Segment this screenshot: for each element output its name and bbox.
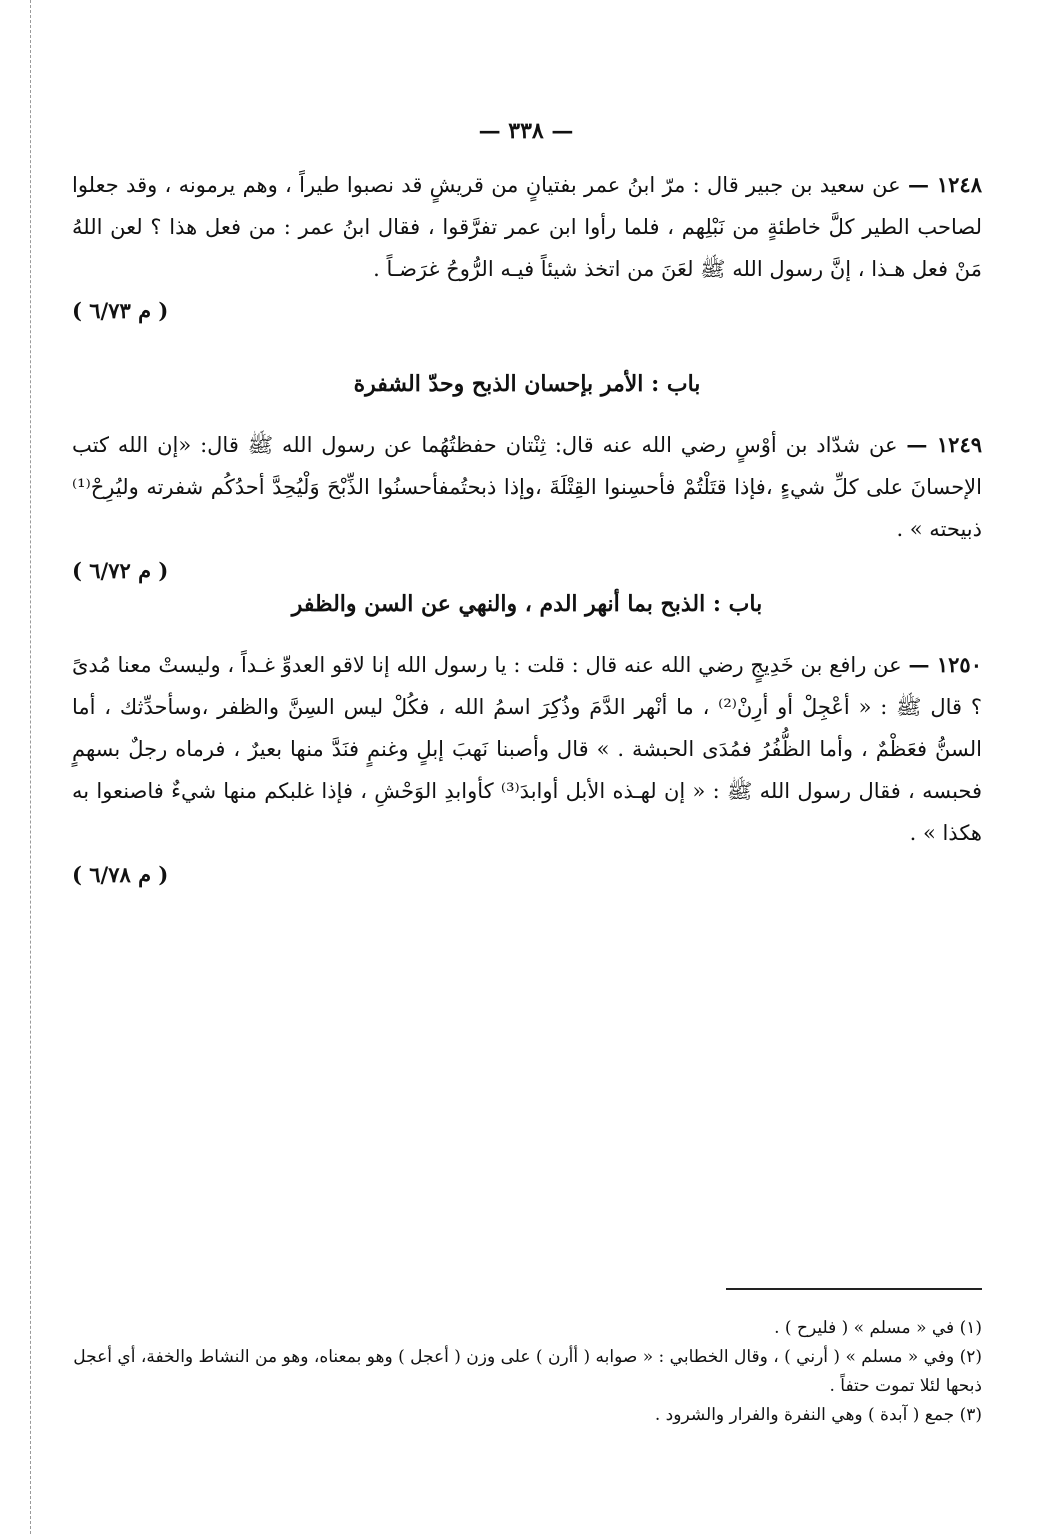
footnote-3: (٣) جمع ( آبدة ) وهي النفرة والفرار والشرود . — [654, 1405, 982, 1425]
footnote-2: (٢) وفي « مسلم » ( أرني ) ، وقال الخطابي : « صوابه ( أأرن ) على وزن ( أعجل ) وهو بمعناه، وهو من النشاط والخفة، أي أعجل ذبحها لئلا تموت حتفاً . — [73, 1347, 982, 1396]
hadith-number: ١٢٥٠ — — [908, 652, 982, 677]
hadith-number: ١٢٤٩ — — [906, 432, 983, 457]
hadith-1248 — [72, 164, 982, 332]
hadith-text: عن شدّاد بن أوْسٍ رضي الله عنه قال: ثِنْتان حفظتُهُما عن رسول الله ﷺ قال: «إن الله كتب الإحسانَ على كلِّ شيءٍ ،فإذا قتَلْتُمْ فأحسِنوا القِتْلَةَ ،وإذا ذبحتُمفأحسنُوا الذِّبْحَ وَلْيُحِدَّ أحدُكُم شفرته وليُرِحْ⁽¹⁾ ذبيحته » . — [72, 433, 982, 541]
page-number: — ٣٣٨ — — [478, 118, 574, 144]
footnote-divider — [726, 1288, 982, 1290]
hadith-reference: ( م ٦/٧٨ ) — [72, 862, 169, 887]
hadith-reference: ( م ٦/٧٢ ) — [72, 558, 169, 583]
footnote-1: (١) في « مسلم » ( فليرح ) . — [774, 1318, 982, 1338]
hadith-number: ١٢٤٨ — — [907, 172, 982, 197]
section-heading: باب : الأمر بإحسان الذبح وحدّ الشفرة — [353, 371, 701, 397]
hadith-text: عن سعيد بن جبير قال : مرّ ابنُ عمر بفتيانٍ من قريشٍ قد نصبوا طيراً ، وهم يرمونه ، وقد جعلوا لصاحب الطير كلَّ خاطئةٍ من نَبْلِهم ، فلما رأوا ابن عمر تفرَّقوا ، فقال ابنُ عمر : من فعل هذا ؟ لعن اللهُ مَنْ فعل هـذا ، إنَّ رسول الله ﷺ لعَنَ من اتخذ شيئاً فيـه الرُّوحُ غرَضـاً . — [72, 173, 982, 281]
hadith-1250 — [72, 644, 982, 896]
section-heading: باب : الذبح بما أنهر الدم ، والنهي عن السن والظفر — [291, 591, 763, 617]
hadith-1249 — [72, 424, 982, 592]
margin-line — [30, 0, 31, 1534]
hadith-reference: ( م ٦/٧٣ ) — [72, 298, 169, 323]
hadith-text: عن رافع بن خَدِيجٍ رضي الله عنه قال : قلت : يا رسول الله إنا لاقو العدوِّ غـداً ، وليستْ معنا مُدىً ؟ قال ﷺ : « أعْجِلْ أو أرِنْ⁽²⁾ ، ما أنْهر الدَّمَ وذُكِرَ اسمُ الله ، فكُلْ ليس السِنَّ والظفر ،وسأحدِّثك ، أما السنُّ فعَظْمٌ ، وأما الظُّفُرُ فمُدَى الحبشة . » قال وأصبنا نَهبَ إبلٍ وغنمٍ فنَدَّ منها بعيرٌ ، فرماه رجلٌ بسهمٍ فحبسه ، فقال رسول الله ﷺ : « إن لهـذه الأبل أوابدَ⁽³⁾ كأوابدِ الوَحْشِ ، فإذا غلبكم منها شيءٌ فاصنعوا به هكذا » . — [72, 653, 983, 845]
footnotes — [72, 1314, 982, 1430]
